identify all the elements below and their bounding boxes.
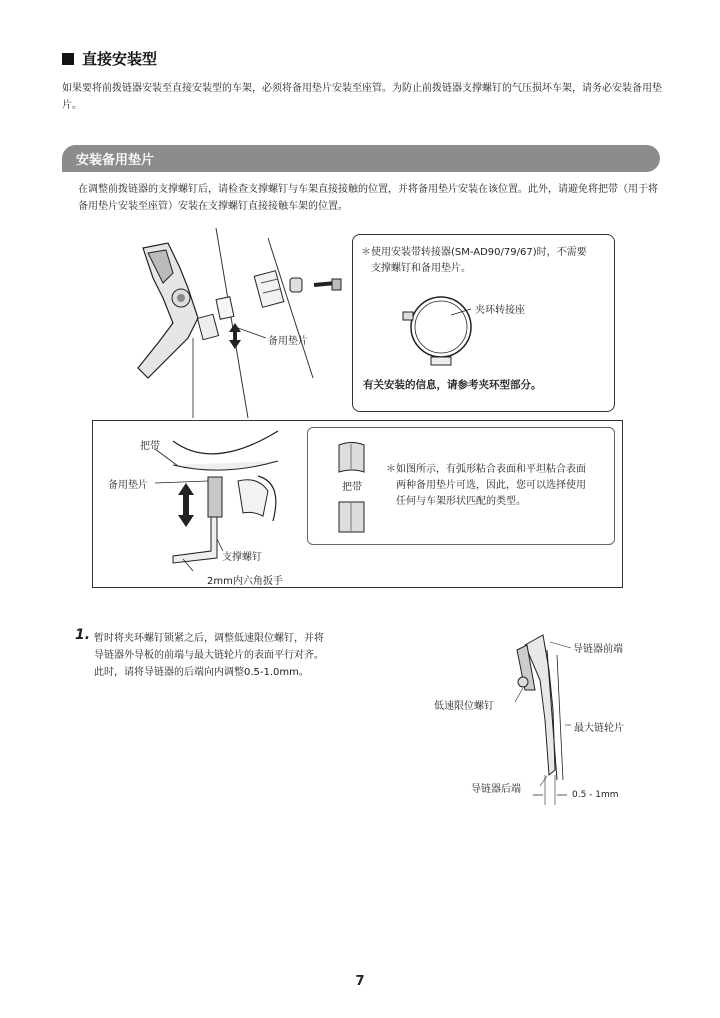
support-screw-detail-illustration — [93, 421, 308, 587]
note-line-2: 支撑螺钉和备用垫片。 — [371, 263, 471, 274]
inner-note-1: ＊如图所示，有弧形粘合表面和平坦粘合表面 — [386, 464, 586, 475]
note-box — [352, 234, 615, 412]
label-gap: 0.5 - 1mm — [572, 790, 619, 800]
note-bold-text: 有关安装的信息，请参考夹环型部分。 — [363, 379, 542, 391]
label-hex-wrench: 2mm内六角扳手 — [207, 576, 283, 587]
inner-label-band: 把带 — [342, 482, 362, 493]
title-square-icon — [62, 53, 74, 65]
clamp-adapter-illustration — [393, 287, 503, 367]
derailleur-alignment-illustration — [505, 630, 575, 805]
label-spacer-detail: 备用垫片 — [108, 480, 148, 491]
section-heading-text: 安装备用垫片 — [76, 153, 155, 168]
label-support-screw: 支撑螺钉 — [222, 552, 262, 563]
label-band: 把带 — [140, 441, 160, 452]
label-cage-front: 导链器前端 — [573, 644, 623, 655]
step-1-line-1: 暂时将夹环螺钉锁紧之后，调整低速限位螺钉，并将 — [94, 633, 324, 644]
inner-note-3: 任何与车架形状匹配的类型。 — [396, 496, 526, 507]
step-1 — [75, 627, 368, 681]
note-line-1: ＊使用安装带转接器(SM-AD90/79/67)时，不需要 — [361, 247, 587, 258]
page-title-text: 直接安装型 — [82, 50, 158, 68]
label-low-limit-screw: 低速限位螺钉 — [434, 701, 494, 712]
section-heading — [62, 145, 660, 172]
label-largest-chainring: 最大链轮片 — [574, 723, 624, 734]
inner-note-2: 两种备用垫片可选，因此，您可以选择使用 — [396, 480, 586, 491]
label-cage-rear: 导链器后端 — [471, 784, 521, 795]
intro-paragraph: 如果要将前拨链器安装至直接安装型的车架，必须将备用垫片安装至座管。为防止前拨链器支撑螺钉的气压损坏车架，请务必安装备用垫片。 — [62, 83, 662, 111]
label-spacer-fig1: 备用垫片 — [268, 336, 308, 347]
page-number: 7 — [355, 974, 365, 989]
derailleur-install-illustration — [118, 228, 348, 418]
step-1-line-3: 此时，请将导链器的后端向内调整0.5-1.0mm。 — [94, 667, 309, 678]
section-paragraph: 在调整前拨链器的支撑螺钉后，请检查支撑螺钉与车架直接接触的位置，并将备用垫片安装在该位置。此外，请避免将把带（用于将备用垫片安装至座管）安装在支撑螺钉直接接触车架的位置。 — [78, 184, 658, 212]
step-1-line-2: 导链器外导板的前端与最大链轮片的表面平行对齐。 — [94, 650, 324, 661]
label-clamp-adapter: 夹环转接座 — [475, 305, 525, 316]
spacer-types-box — [307, 427, 615, 545]
step-number: 1. — [75, 627, 91, 643]
page-title — [62, 48, 157, 69]
